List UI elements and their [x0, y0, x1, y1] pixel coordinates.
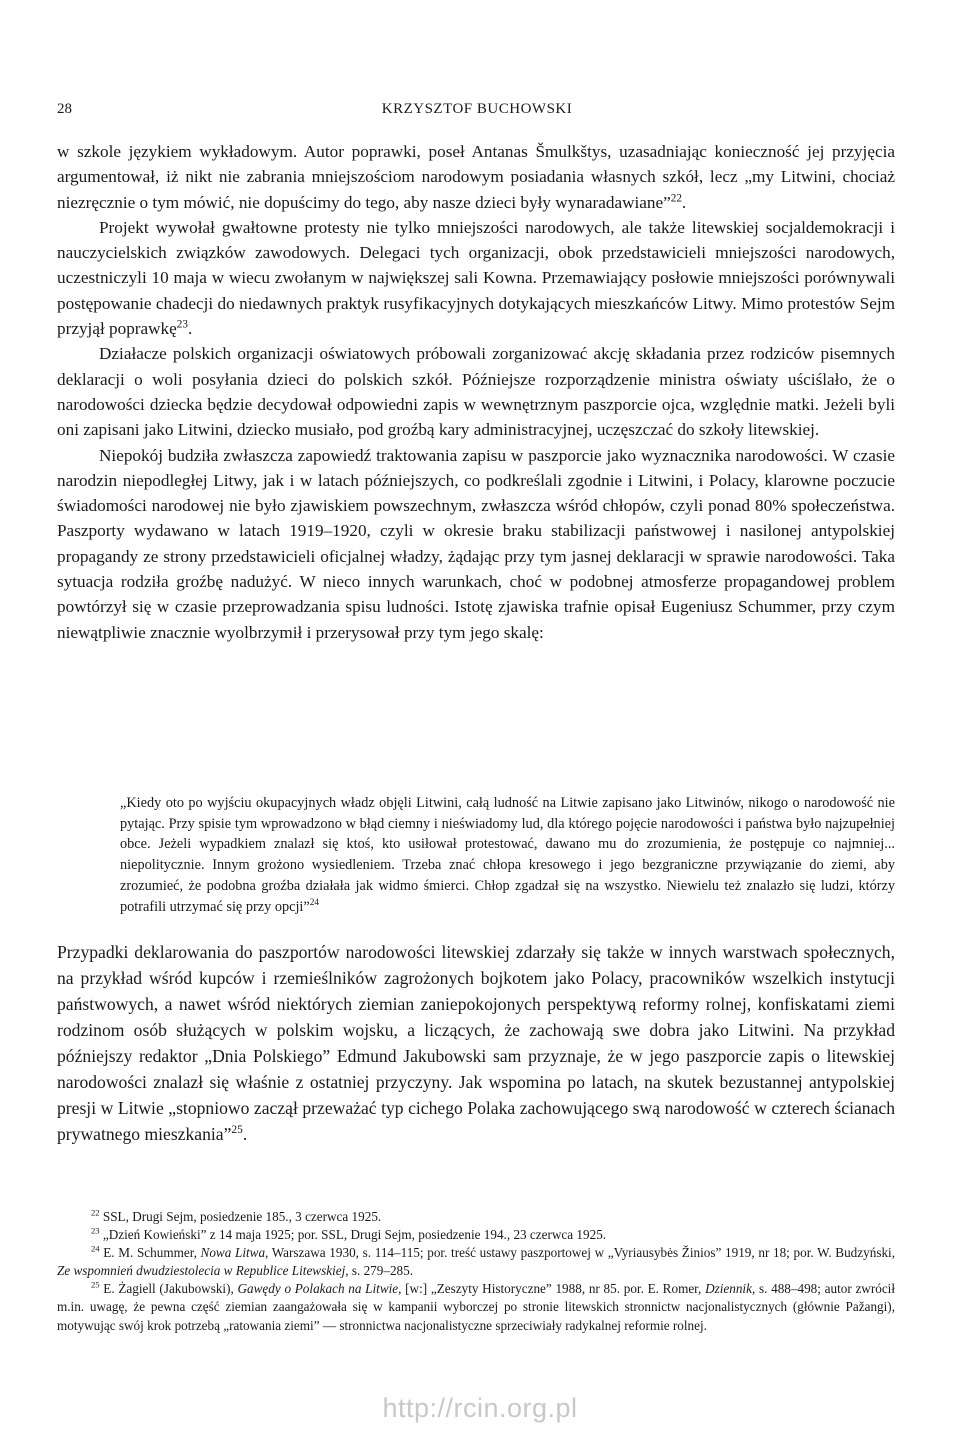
footnotes — [57, 1208, 895, 1335]
paragraph: Niepokój budziła zwłaszcza zapowiedź traktowania zapisu w paszporcie jako wyznacznika narodowości. W czasie narodzin niepodległej Litwy, jak i w latach późniejszych, co podkreślali zgodnie i Litwini, i Polacy, klarowne poczucie świadomości narodowej nie było zjawiskiem powszechnym, zwłaszcza wśród chłopów, czyli ponad 80% społeczeństwa. Paszporty wydawano w latach 1919–1920, czyli w okresie braku stabilizacji państwowej i nasilonej antypolskiej propagandy ze strony przedstawicieli oficjalnej władzy, żądając przy tym jasnej deklaracji w sprawie narodowości. Taka sytuacja rodziła groźbę nadużyć. W nieco innych warunkach, choć w podobnej atmosferze propagandowej problem powtórzył się w czasie przeprowadzania spisu ludności. Istotę zjawiska trafnie opisał Eugeniusz Schummer, przy czym niewątpliwie znacznie wyolbrzymił i przerysował przy tym jego skalę: — [57, 445, 895, 642]
paragraph: w szkole językiem wykładowym. Autor poprawki, poseł Antanas Šmulkštys, uzasadniając konieczność jej przyjęcia argumentował, iż nikt nie zabrania mniejszościom narodowym posiadania własnych szkół, lecz „my Litwini, chociaż niezręcznie o tym mówić, nie dopuścimy do tego, aby nasze dzieci były wynaradawiane”$^{22}$. — [57, 142, 895, 212]
running-title: KRZYSZTOF BUCHOWSKI — [381, 101, 573, 117]
page-number: 28 — [57, 101, 72, 117]
footnote-ref-22[interactable]: 22 — [670, 191, 682, 204]
block-quote: „Kiedy oto po wyjściu okupacyjnych władz objęli Litwini, całą ludność na Litwie zapisano jako Litwinów, nikogo o narodowość nie pytając. Przy spisie tym wprowadzono w błąd ciemny i nieświadomy lud, dla którego pojęcie narodowości i państwa było najzupełniej obce. Jeżeli wypadkiem znalazł się ktoś, kto usiłował protestować, dawano mu do zrozumienia, że postępuje co najmniej... niepolitycznie. Innym grożono wysiedleniem. Trzeba znać chłopa kresowego i jego bezgraniczne przywiązanie do ziemi, aby zrozumieć, że podobna groźba działała jak widmo śmierci. Chłop zgadzał się na wszystko. Niewielu też znalazło się ludzi, którzy potrafili utrzymać się przy opcji”$^{24}$ — [120, 795, 895, 915]
footnote-23: $^{23}$ „Dzień Kowieński” z 14 maja 1925; por. SSL, Drugi Sejm, posiedzenie 194., 23 czerwca 1925. — [91, 1225, 607, 1243]
main-text-continued: Przypadki deklarowania do paszportów narodowości litewskiej zdarzały się także w innych warstwach społecznych, na przykład wśród kupców i rzemieślników zagrożonych bojkotem jako Polacy, pracowników wszelkich instytucji państwowych, a nawet wśród niektórych ziemian zaniepokojonych perspektywą reformy rolnej, konfiskatami ziemi rodzinom osób służących w polskim wojsku, a liczących, że zachowają swe dobra jako Litwini. Na przykład późniejszy redaktor „Dnia Polskiego” Edmund Jakubowski sam przyznaje, że w jego paszporcie zapis o litewskiej narodowości znalazł się właśnie z ostatniej przyczyny. Jak wspomina po latach, na skutek bezustannej antypolskiej presji w Litwie „stopniowo zaczął przeważać typ cichego Polaka zachowującego swą narodowość w czterech ścianach prywatnego mieszkania”$^{25}$. — [57, 942, 895, 1144]
footnote-ref-24[interactable]: 24 — [309, 897, 320, 908]
watermark: http://rcin.org.pl — [382, 1393, 578, 1423]
footnote-ref-23[interactable]: 23 — [176, 318, 188, 331]
footnote-25: $^{25}$ E. Żagiell (Jakubowski), Gawędy o Polakach na Litwie, [w:] „Zeszyty Historyczne” 1988, nr 85. por. E. Romer, Dziennik, s. 488–498; autor zwrócił m.in. uwagę, że pewna część ziemian zaangażowała się w kampanii wyborczej po stronie litewskich stronnictw nacjonalistycznych (głównie Pažangi), motywując swój krok potrzebą „ratowania ziemi” — stronnictwa nacjonalistyczne sprzeciwiały radykalnej reformie rolnej. — [57, 1279, 896, 1333]
footnote-ref-25[interactable]: 25 — [231, 1124, 243, 1137]
main-text — [57, 139, 895, 645]
footnote-24: $^{24}$ E. M. Schummer, Nowa Litwa, Warszawa 1930, s. 114–115; por. treść ustawy paszportowej w „Vyriausybės Žinios” 1919, nr 18; por. W. Budzyński, Ze wspomnień dwudziestolecia w Republice Litewskiej, s. 279–285. — [57, 1243, 896, 1279]
footnote-22: $^{22}$ SSL, Drugi Sejm, posiedzenie 185., 3 czerwca 1925. — [91, 1207, 382, 1224]
paragraph: Projekt wywołał gwałtowne protesty nie tylko mniejszości narodowych, ale także litewskiej socjaldemokracji i nauczycielskich związków zawodowych. Delegaci tych organizacji, obok przedstawicieli mniejszości narodowych, uczestniczyli 10 maja w wiecu zwołanym w największej sali Kowna. Przemawiający posłowie mniejszości porównywali postępowanie chadecji do niedawnych praktyk rusyfikacyjnych dotykających mieszkańców Litwy. Mimo protestów Sejm przyjął poprawkę$^{23}$. — [57, 217, 895, 339]
paragraph: Działacze polskich organizacji oświatowych próbowali zorganizować akcję składania przez rodziców pisemnych deklaracji o woli posyłania dzieci do polskich szkół. Późniejsze rozporządzenie ministra oświaty uściślało, że o narodowości dziecka będzie decydował odpowiedni zapis w wewnętrznym paszporcie ojca, względnie matki. Jeżeli byli oni zapisani jako Litwini, dziecko musiało, pod groźbą kary administracyjnej, uczęszczać do szkoły litewskiej. — [57, 344, 895, 440]
page-header — [57, 101, 897, 121]
